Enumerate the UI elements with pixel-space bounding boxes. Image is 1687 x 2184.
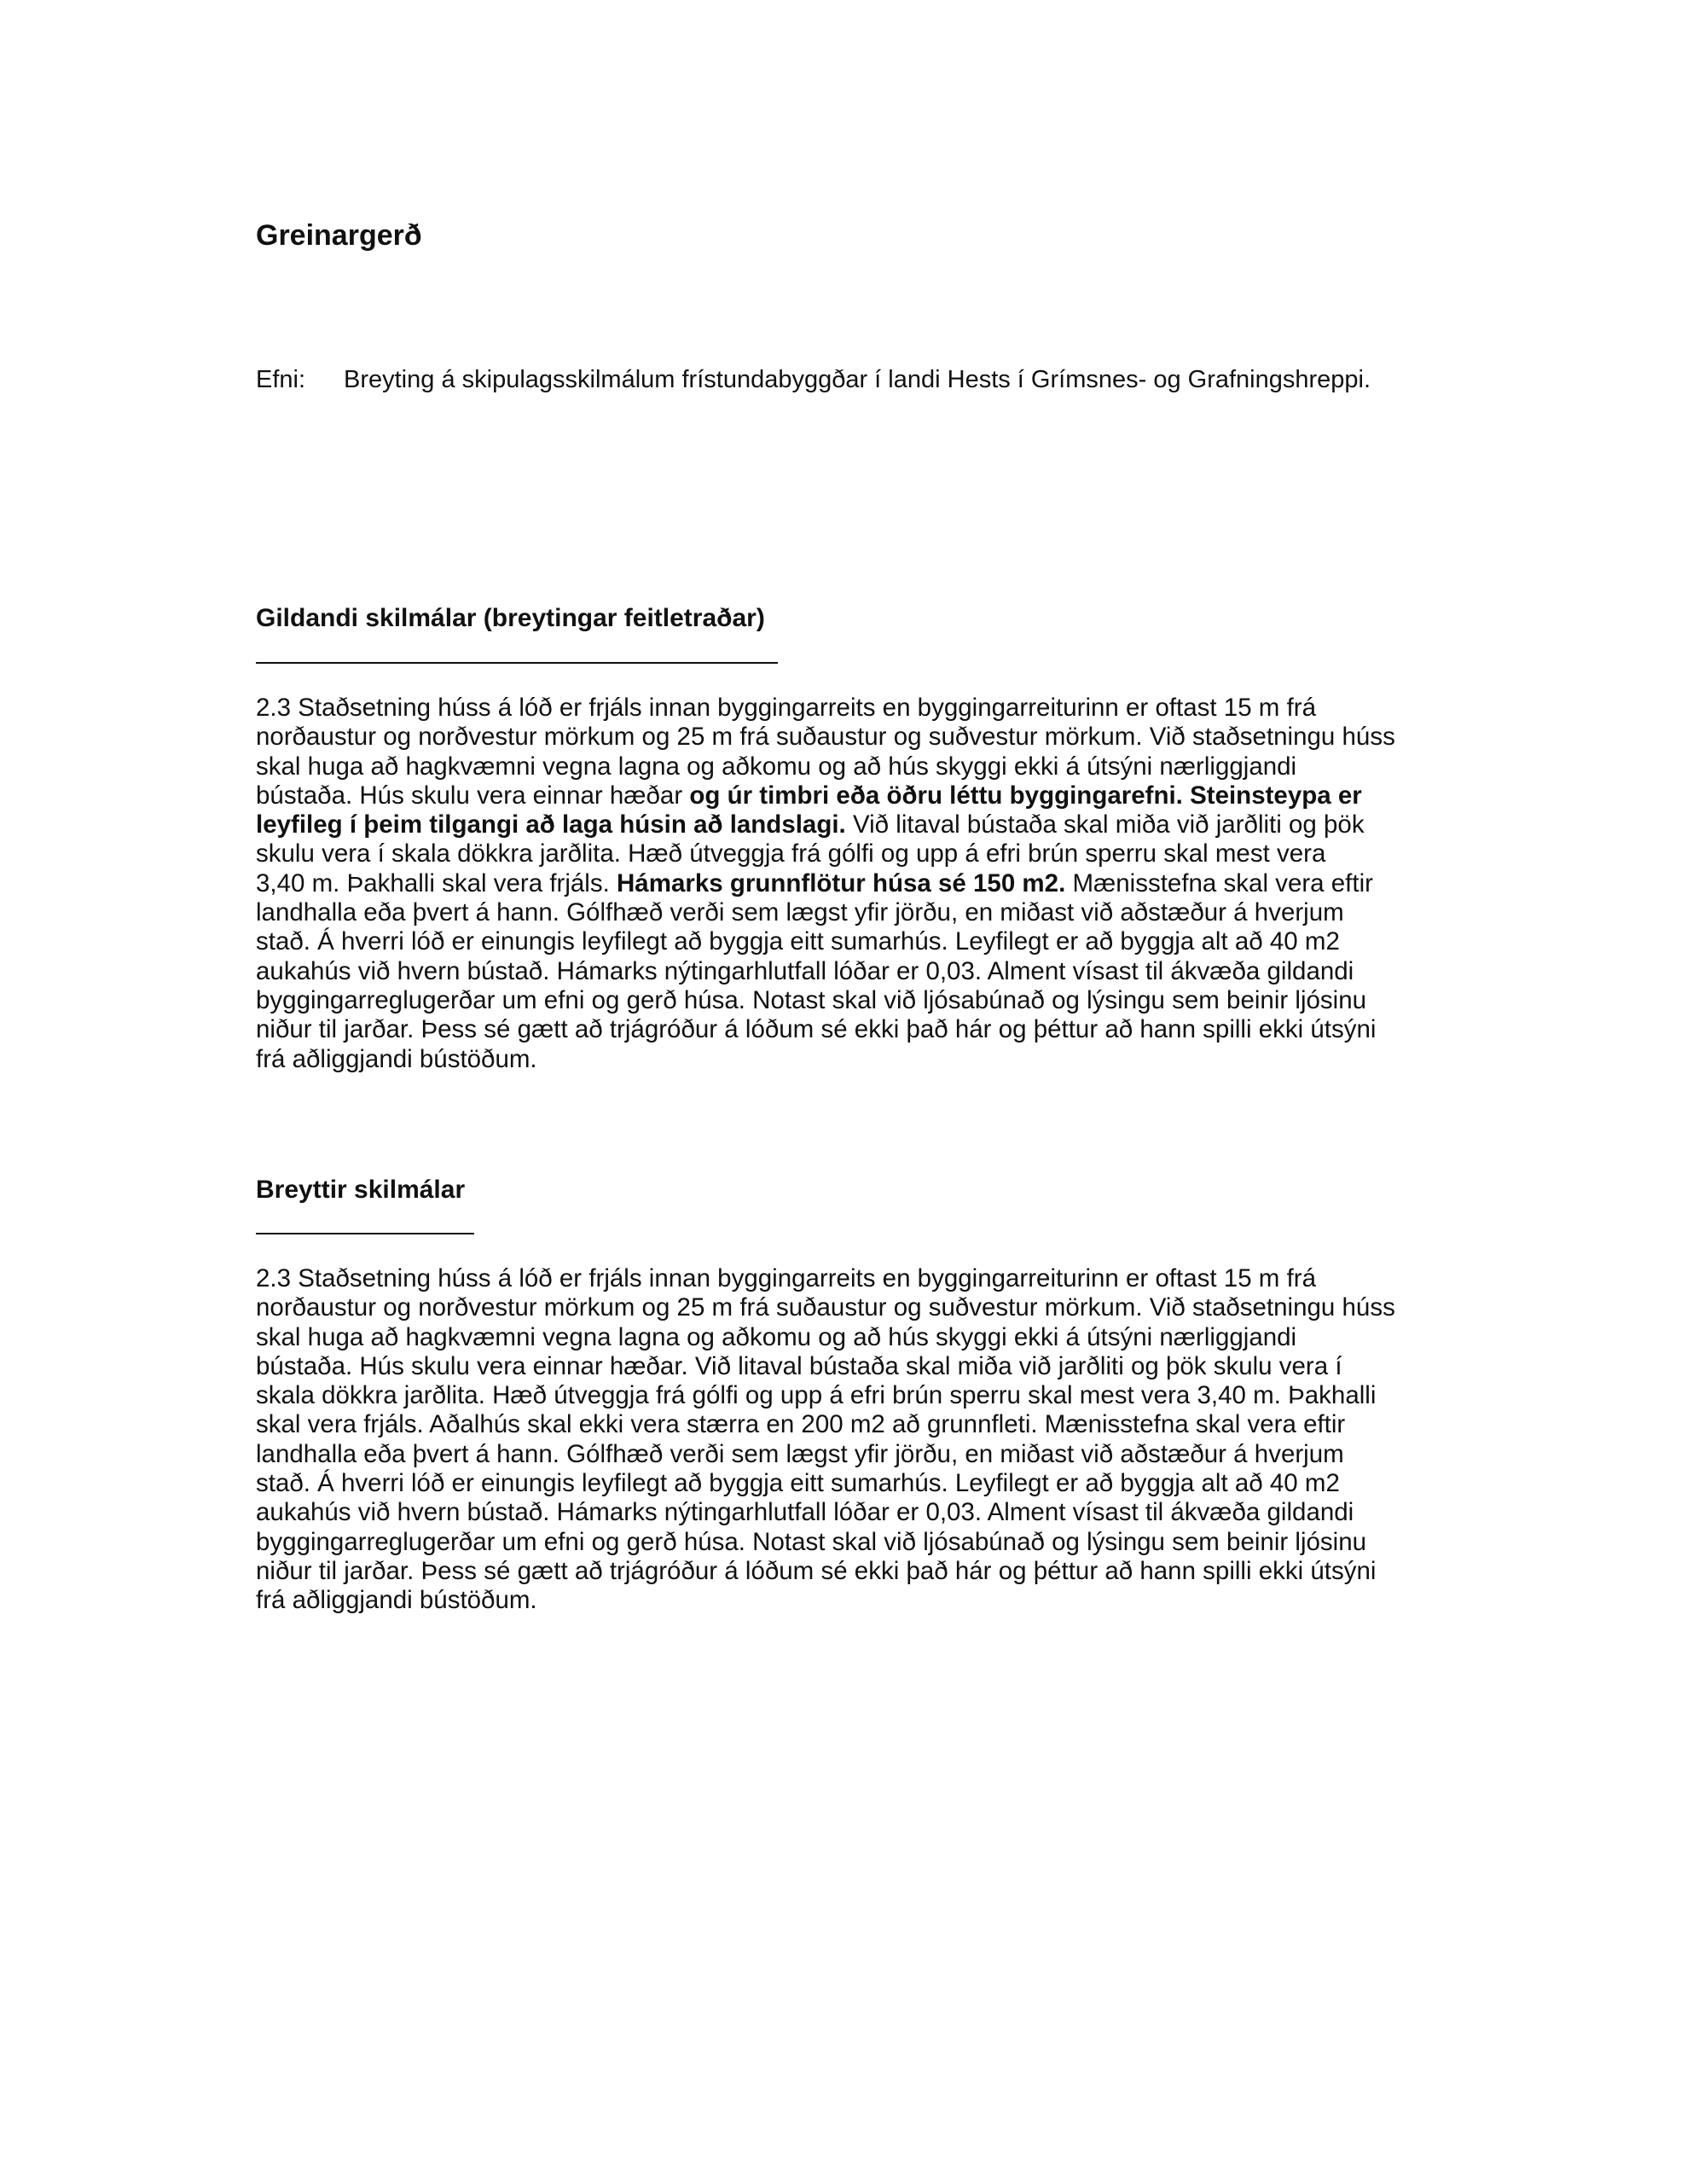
current-terms-underline [256,662,778,664]
changed-terms-line [256,1323,1441,1352]
changed-terms-line [256,1293,1441,1322]
changed-terms-text: norðaustur og norðvestur mörkum og 25 m frá suðaustur og suðvestur mörkum. Við staðsetningu húss [256,1293,1395,1322]
current-terms-bold-text: og úr timbri eða öðru léttu byggingarefni. Steinsteypa er [689,781,1362,810]
changed-terms-line [256,1410,1441,1439]
current-terms-line [256,810,1441,839]
current-terms-line [256,781,1441,810]
changed-terms-line [256,1557,1441,1586]
changed-terms-underline [256,1233,474,1234]
changed-terms-line [256,1264,1441,1293]
current-terms-bold-text: leyfileg í þeim tilgangi að laga húsin að landslagi. [256,810,846,839]
current-terms-line [256,957,1441,986]
changed-terms-text: skal vera frjáls. Aðalhús skal ekki vera stærra en 200 m2 að grunnfleti. Mænisstefna skal vera eftir [256,1410,1346,1439]
current-terms-text: skal huga að hagkvæmni vegna lagna og aðkomu og að hús skyggi ekki á útsýni nærliggjandi [256,752,1297,781]
current-terms-text: Mænisstefna skal vera eftir [1065,868,1373,897]
current-terms-text: niður til jarðar. Þess sé gætt að trjágróður á lóðum sé ekki það hár og þéttur að hann spilli ekki útsýni [256,1015,1377,1044]
changed-terms-text: frá aðliggjandi bústöðum. [256,1586,537,1615]
changed-terms-heading: Breyttir skilmálar [256,1176,466,1204]
document-title: Greinargerð [256,219,422,252]
changed-terms-line [256,1469,1441,1498]
current-terms-line [256,898,1441,927]
current-terms-text: 2.3 Staðsetning húss á lóð er frjáls innan byggingarreits en byggingarreiturinn er oftast 15 m frá [256,694,1316,722]
current-terms-line [256,1015,1441,1044]
changed-terms-text: skala dökkra jarðlita. Hæð útveggja frá gólfi og upp á efri brún sperru skal mest vera 3,40 m. Þakhalli [256,1381,1377,1410]
changed-terms-paragraph [256,1264,1441,1616]
current-terms-line [256,927,1441,956]
current-terms-text: bústaða. Hús skulu vera einnar hæðar [256,781,690,810]
changed-terms-text: byggingarreglugerðar um efni og gerð húsa. Notast skal við ljósabúnað og lýsingu sem beinir ljósinu [256,1527,1367,1556]
subject-text: Breyting á skipulagsskilmálum frístundabyggðar í landi Hests í Grímsnes- og Grafningshreppi. [344,366,1371,393]
current-terms-line [256,752,1441,781]
current-terms-text: stað. Á hverri lóð er einungis leyfilegt að byggja eitt sumarhús. Leyfilegt er að byggja alt að 40 m2 [256,927,1340,956]
current-terms-line [256,694,1441,723]
changed-terms-text: aukahús við hvern bústað. Hámarks nýtingarhlutfall lóðar er 0,03. Alment vísast til ákvæða gildandi [256,1498,1354,1527]
current-terms-heading: Gildandi skilmálar (breytingar feitletraðar) [256,604,765,632]
changed-terms-text: bústaða. Hús skulu vera einnar hæðar. Við litaval bústaða skal miða við jarðliti og þök skulu vera í [256,1351,1342,1380]
current-terms-text: frá aðliggjandi bústöðum. [256,1044,537,1073]
changed-terms-line [256,1381,1441,1410]
changed-terms-line [256,1528,1441,1557]
current-terms-text: Við litaval bústaða skal miða við jarðliti og þök [845,810,1365,839]
current-terms-line [256,1045,1441,1074]
current-terms-line [256,869,1441,898]
changed-terms-line [256,1352,1441,1381]
changed-terms-text: landhalla eða þvert á hann. Gólfhæð verði sem lægst yfir jörðu, en miðast við aðstæður á hverjum [256,1439,1344,1468]
current-terms-text: byggingarreglugerðar um efni og gerð húsa. Notast skal við ljósabúnað og lýsingu sem beinir ljósinu [256,985,1367,1014]
changed-terms-text: niður til jarðar. Þess sé gætt að trjágróður á lóðum sé ekki það hár og þéttur að hann spilli ekki útsýni [256,1556,1377,1585]
current-terms-text: landhalla eða þvert á hann. Gólfhæð verði sem lægst yfir jörðu, en miðast við aðstæður á hverjum [256,898,1344,927]
changed-terms-line [256,1498,1441,1527]
current-terms-bold-text: Hámarks grunnflötur húsa sé 150 m2. [617,868,1066,897]
changed-terms-text: 2.3 Staðsetning húss á lóð er frjáls innan byggingarreits en byggingarreiturinn er oftast 15 m frá [256,1264,1316,1292]
changed-terms-line [256,1586,1441,1615]
current-terms-text: norðaustur og norðvestur mörkum og 25 m frá suðaustur og suðvestur mörkum. Við staðsetningu húss [256,723,1395,752]
subject-label: Efni: [256,366,306,393]
current-terms-text: skulu vera í skala dökkra jarðlita. Hæð útveggja frá gólfi og upp á efri brún sperru skal mest vera [256,839,1326,868]
changed-terms-text: skal huga að hagkvæmni vegna lagna og aðkomu og að hús skyggi ekki á útsýni nærliggjandi [256,1322,1297,1351]
changed-terms-line [256,1440,1441,1469]
changed-terms-text: stað. Á hverri lóð er einungis leyfilegt að byggja eitt sumarhús. Leyfilegt er að byggja alt að 40 m2 [256,1469,1340,1498]
current-terms-text: 3,40 m. Þakhalli skal vera frjáls. [256,868,617,897]
current-terms-paragraph [256,694,1441,1074]
current-terms-text: aukahús við hvern bústað. Hámarks nýtingarhlutfall lóðar er 0,03. Alment vísast til ákvæða gildandi [256,956,1354,985]
current-terms-line [256,986,1441,1015]
current-terms-line [256,839,1441,868]
subject-line [256,363,1371,396]
current-terms-line [256,723,1441,752]
